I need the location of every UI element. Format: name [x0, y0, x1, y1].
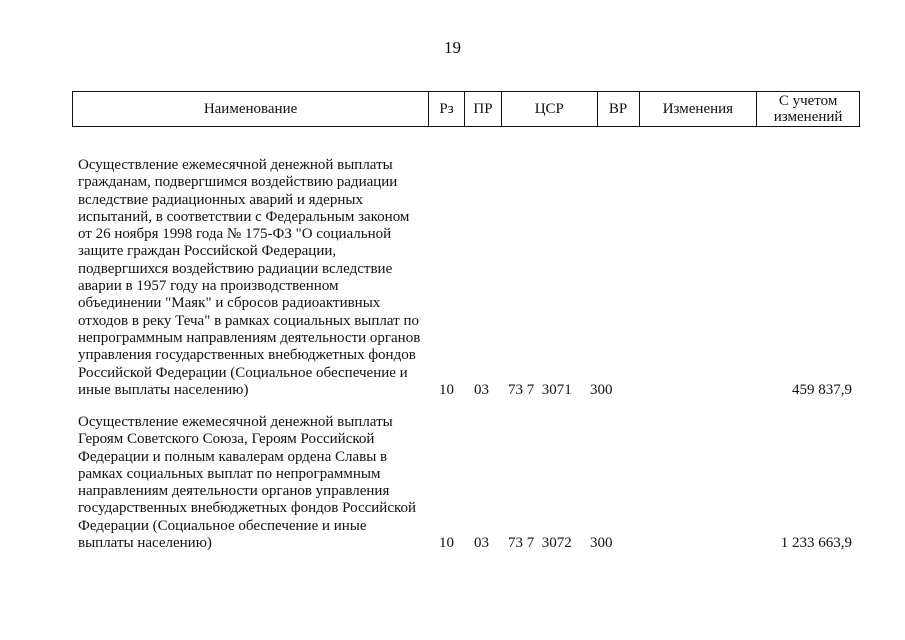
row-pr: 03 — [474, 535, 489, 551]
row-csr: 73 7 3071 — [508, 382, 572, 398]
header-rz: Рз — [429, 92, 465, 126]
header-vr: ВР — [598, 92, 640, 126]
row-total: 1 233 663,9 — [780, 535, 852, 551]
header-pr: ПР — [465, 92, 502, 126]
row-name: Осуществление ежемесячной денежной выплаты гражданам, подвергшимся воздействию радиации вследствие радиационных аварий и ядерных испытаний, в соответствии с Федеральным законом от 26 ноября 1998 года № 175-ФЗ "О социальной защите граждан Российской Федерации, подвергшихся воздействию радиации вследствие аварии в 1957 году на производственном объединении "Маяк" и сбросов радиоактивных отходов в реку Теча" в рамках социальных выплат по непрограммным направлениям деятельности органов управления государственных внебюджетных фондов Российской Федерации (Социальное обеспечение и иные выплаты населению) — [78, 157, 421, 398]
row-csr: 73 7 3072 — [508, 535, 572, 551]
page-number: 19 — [444, 38, 461, 57]
row-vr: 300 — [590, 535, 613, 551]
header-total: С учетом изменений — [773, 93, 843, 125]
table-header — [72, 91, 860, 127]
row-rz: 10 — [439, 382, 454, 398]
header-csr: ЦСР — [502, 92, 598, 126]
row-total: 459 837,9 — [792, 382, 852, 398]
row-rz: 10 — [439, 535, 454, 551]
header-changes: Изменения — [640, 92, 758, 126]
row-pr: 03 — [474, 382, 489, 398]
header-name: Наименование — [73, 92, 429, 126]
row-vr: 300 — [590, 382, 613, 398]
row-name: Осуществление ежемесячной денежной выплаты Героям Советского Союза, Героям Российской Федерации и полным кавалерам ордена Славы в рамках социальных выплат по непрограммным направлениям деятельности органов управления государственных внебюджетных фондов Российской Федерации (Социальное обеспечение и иные выплаты населению) — [78, 414, 417, 552]
